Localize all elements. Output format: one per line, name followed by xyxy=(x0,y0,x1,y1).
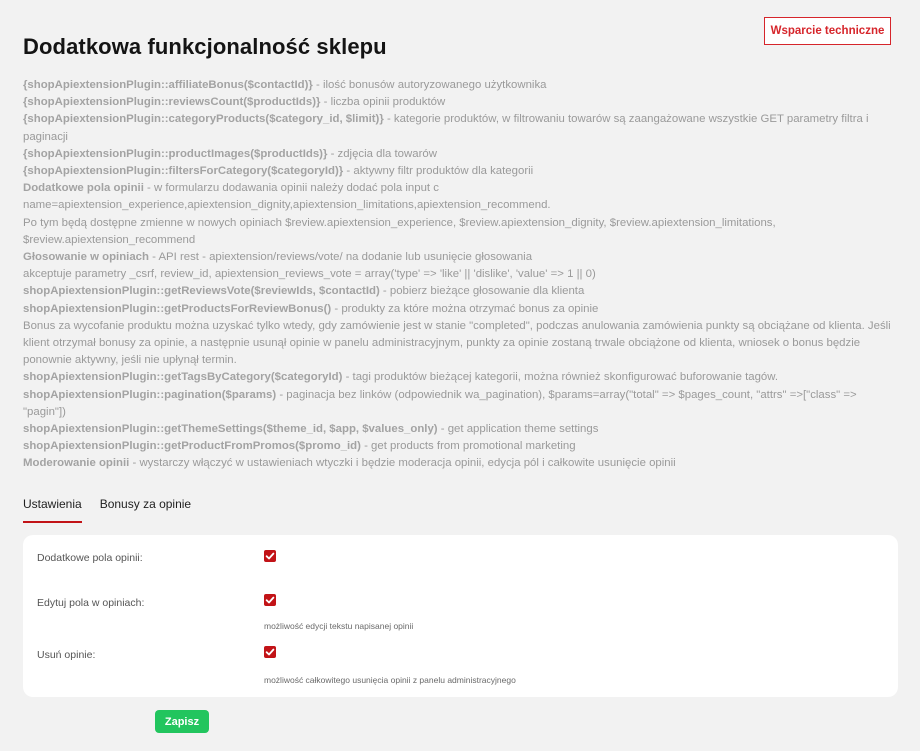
description-line xyxy=(23,283,893,300)
setting-label-extra-fields: Dodatkowe pola opinii: xyxy=(37,552,143,564)
checkmark-icon xyxy=(264,550,276,562)
description-text: - aktywny filtr produktów dla kategorii xyxy=(343,165,534,178)
description-text: - zdjęcia dla towarów xyxy=(327,147,437,160)
page-title: Dodatkowa funkcjonalność sklepu xyxy=(23,34,387,59)
description-line xyxy=(23,146,893,163)
tab-settings[interactable]: Ustawienia xyxy=(23,497,82,523)
description-text: name=apiextension_experience,apiextension_dignity,apiextension_limitations,apiextension_recommend. xyxy=(23,199,551,212)
setting-label-edit-fields: Edytuj pola w opiniach: xyxy=(37,597,145,609)
description-line xyxy=(23,249,893,266)
description-line xyxy=(23,94,893,111)
description-text: akceptuje parametry _csrf, review_id, apiextension_reviews_vote = array('type' => 'like' || 'dislike', 'value' => 1 || 0) xyxy=(23,268,596,281)
description-code: {shopApiextensionPlugin::reviewsCount($productIds)} xyxy=(23,96,321,109)
extra-fields-checkbox[interactable] xyxy=(264,550,276,562)
description-code: {shopApiextensionPlugin::productImages($productIds)} xyxy=(23,147,328,160)
description-line xyxy=(23,180,893,197)
description-line xyxy=(23,215,893,232)
description-text: ponownie aktywny, jeśli nie upłynął termin. xyxy=(23,354,237,367)
description-line xyxy=(23,232,893,249)
description-line xyxy=(23,197,893,214)
description-code: Moderowanie opinii xyxy=(23,457,130,470)
description-code: shopApiextensionPlugin::getProductFromPromos($promo_id) xyxy=(23,440,361,453)
description-code: shopApiextensionPlugin::getProductsForReviewBonus() xyxy=(23,302,332,315)
description-code: {shopApiextensionPlugin::categoryProducts($category_id, $limit)} xyxy=(23,113,384,126)
description-line xyxy=(23,369,893,386)
description-code: shopApiextensionPlugin::getTagsByCategory($categoryId) xyxy=(23,371,343,384)
setting-label-delete-reviews: Usuń opinie: xyxy=(37,649,96,661)
description-text: - ilość bonusów autoryzowanego użytkownika xyxy=(312,79,547,91)
description-line xyxy=(23,266,893,283)
settings-panel xyxy=(23,535,898,697)
description-line xyxy=(23,421,893,438)
description-line xyxy=(23,318,893,335)
setting-hint-edit-fields: możliwość edycji tekstu napisanej opinii xyxy=(264,621,414,631)
description-line xyxy=(23,77,893,94)
description-code: {shopApiextensionPlugin::filtersForCategory($categoryId)} xyxy=(23,165,344,178)
description-code: shopApiextensionPlugin::getReviewsVote($reviewIds, $contactId) xyxy=(23,285,380,298)
description-line xyxy=(23,163,893,180)
description-text: - get products from promotional marketing xyxy=(360,440,576,453)
description-code: Głosowanie w opiniach xyxy=(23,251,149,264)
support-button[interactable]: Wsparcie techniczne xyxy=(764,17,891,45)
description-text: - get application theme settings xyxy=(437,423,599,436)
description-code: {shopApiextensionPlugin::affiliateBonus($contactId)} xyxy=(23,79,313,91)
save-button[interactable]: Zapisz xyxy=(155,710,209,733)
description-text: Po tym będą dostępne zmienne w nowych opiniach $review.apiextension_experience, $review.apiextension_dignity, $review.apiextension_limitations, xyxy=(23,216,776,229)
description-line xyxy=(23,387,893,404)
description-line xyxy=(23,404,893,421)
description-text: - produkty za które można otrzymać bonus za opinie xyxy=(331,302,599,315)
delete-reviews-checkbox[interactable] xyxy=(264,646,276,658)
checkmark-icon xyxy=(264,594,276,606)
description-line xyxy=(23,335,893,352)
tabs xyxy=(23,497,209,523)
description-text: Bonus za wycofanie produktu można uzyskać tylko wtedy, gdy zamówienie jest w stanie "completed", podczas anulowania zamówienia punkty są obciążane od klienta. Jeśli xyxy=(23,319,891,332)
edit-fields-checkbox[interactable] xyxy=(264,594,276,606)
checkmark-icon xyxy=(264,646,276,658)
description-text: - liczba opinii produktów xyxy=(320,96,446,109)
description-text: - pobierz bieżące głosowanie dla klienta xyxy=(379,285,585,298)
description-text: $review.apiextension_recommend xyxy=(23,233,196,246)
description-text: "pagin"]) xyxy=(23,405,66,418)
description-line xyxy=(23,111,893,128)
description-code: shopApiextensionPlugin::pagination($params) xyxy=(23,388,277,401)
description-text: - API rest - apiextension/reviews/vote/ na dodanie lub usunięcie głosowania xyxy=(148,251,533,264)
description-code: Dodatkowe pola opinii xyxy=(23,182,144,195)
description-text: paginacji xyxy=(23,130,68,143)
description-text: - w formularzu dodawania opinii należy dodać pola input с xyxy=(143,182,439,195)
description-text: - wystarczy włączyć w ustawieniach wtyczki i będzie moderacja opinii, edycja pól i całkowite usunięcie opinii xyxy=(129,457,676,470)
description-text: - paginacja bez linków (odpowiednik wa_pagination), $params=array("total" => $pages_count, "attrs" =>["class" => xyxy=(276,388,857,401)
description-code: shopApiextensionPlugin::getThemeSettings($theme_id, $app, $values_only) xyxy=(23,423,438,436)
description-line xyxy=(23,352,893,369)
description-line xyxy=(23,129,893,146)
description-text: - tagi produktów bieżącej kategorii, można również skonfigurować buforowanie tagów. xyxy=(342,371,779,384)
description-line xyxy=(23,455,893,472)
description-line xyxy=(23,301,893,318)
setting-hint-delete-reviews: możliwość całkowitego usunięcia opinii z panelu administracyjnego xyxy=(264,675,516,685)
plugin-description xyxy=(23,77,893,473)
description-text: klient otrzymał bonusy za opinie, a następnie usunął opinie w panelu administracyjnym, punkty za opinie zostaną trwale obciążone od klienta, wniosek o bonus będzie xyxy=(23,337,861,350)
tab-review-bonuses[interactable]: Bonusy za opinie xyxy=(99,497,192,511)
description-line xyxy=(23,438,893,455)
description-text: - kategorie produktów, w filtrowaniu towarów są zaangażowane wszystkie GET parametry filtra i xyxy=(383,113,869,126)
